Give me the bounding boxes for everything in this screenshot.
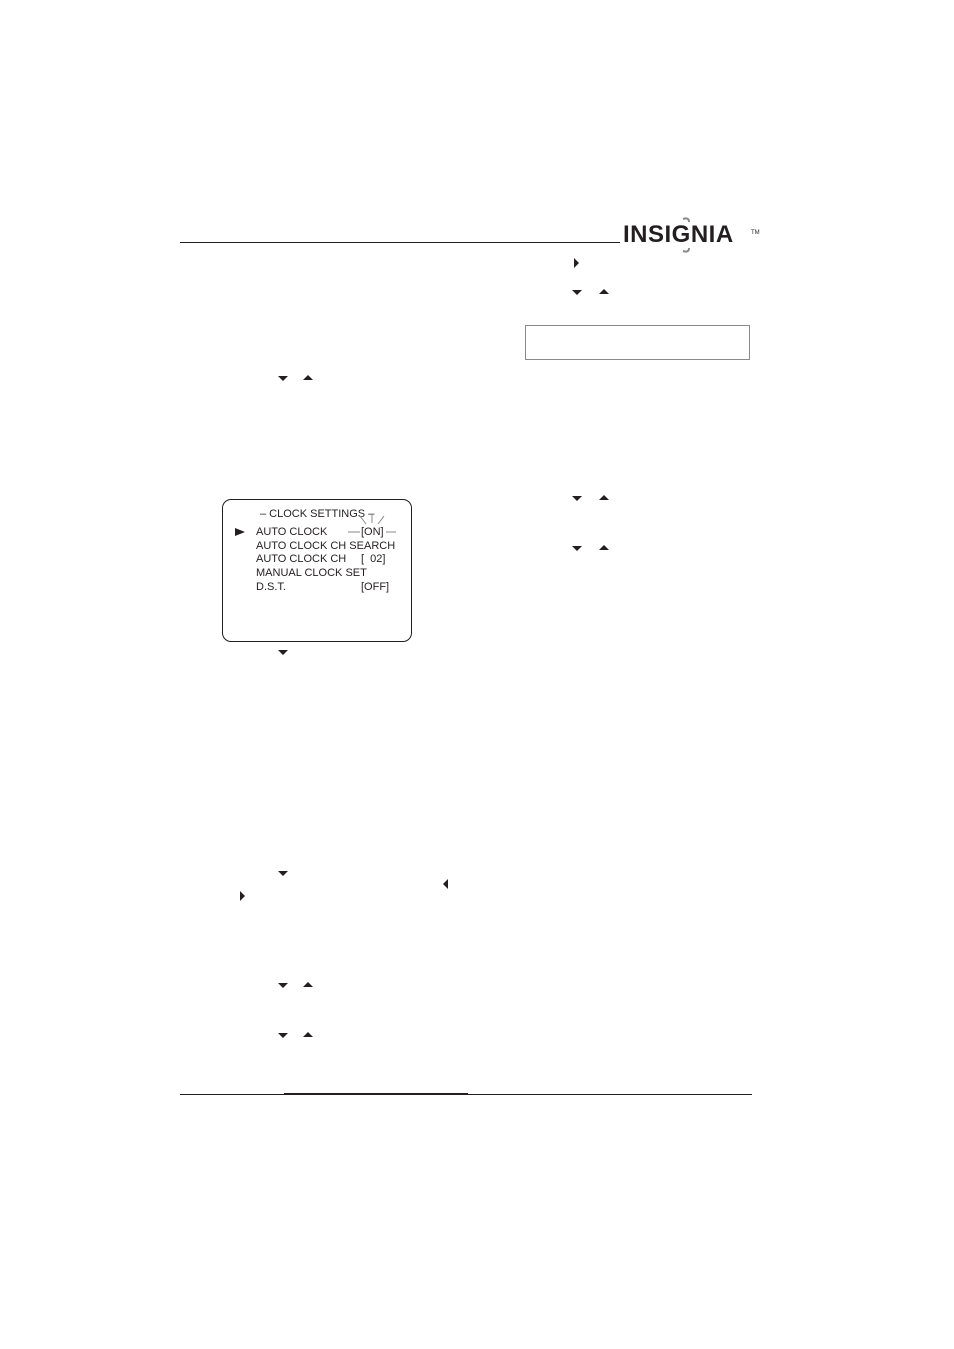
footer-rule-accent: [284, 1093, 468, 1095]
menu-item-label: D.S.T.: [256, 581, 286, 593]
down-arrow-icon: [278, 376, 288, 381]
menu-item-label: AUTO CLOCK CH: [256, 553, 347, 565]
right-arrow-icon: [240, 891, 245, 901]
cursor-arrow-icon: [235, 528, 245, 536]
down-arrow-icon: [572, 496, 582, 501]
note-box: [525, 325, 750, 360]
up-arrow-icon: [303, 1032, 313, 1037]
up-arrow-icon: [303, 375, 313, 380]
menu-item-value: [ON]: [361, 526, 384, 538]
left-arrow-icon: [443, 879, 448, 889]
down-arrow-icon: [572, 546, 582, 551]
menu-item-value: [OFF]: [361, 581, 390, 593]
menu-item-label: MANUAL CLOCK SET: [256, 567, 367, 579]
down-arrow-icon: [278, 983, 288, 988]
logo-arc-icon: [681, 216, 691, 254]
menu-item-label: AUTO CLOCK CH SEARCH: [256, 540, 396, 552]
up-arrow-icon: [599, 289, 609, 294]
down-arrow-icon: [278, 650, 288, 655]
down-arrow-icon: [278, 1033, 288, 1038]
menu-item-label: AUTO CLOCK: [256, 526, 328, 538]
down-arrow-icon: [278, 871, 288, 876]
up-arrow-icon: [303, 982, 313, 987]
down-arrow-icon: [572, 290, 582, 295]
logo-trademark: TM: [751, 230, 760, 236]
logo-text: INSIGNIA: [623, 221, 734, 248]
header-rule: [180, 242, 620, 243]
clock-settings-title: – CLOCK SETTINGS –: [260, 508, 375, 520]
insignia-logo: [623, 221, 760, 249]
up-arrow-icon: [599, 545, 609, 550]
menu-item-value: [ 02]: [361, 553, 386, 565]
up-arrow-icon: [599, 495, 609, 500]
right-arrow-icon: [574, 258, 579, 268]
